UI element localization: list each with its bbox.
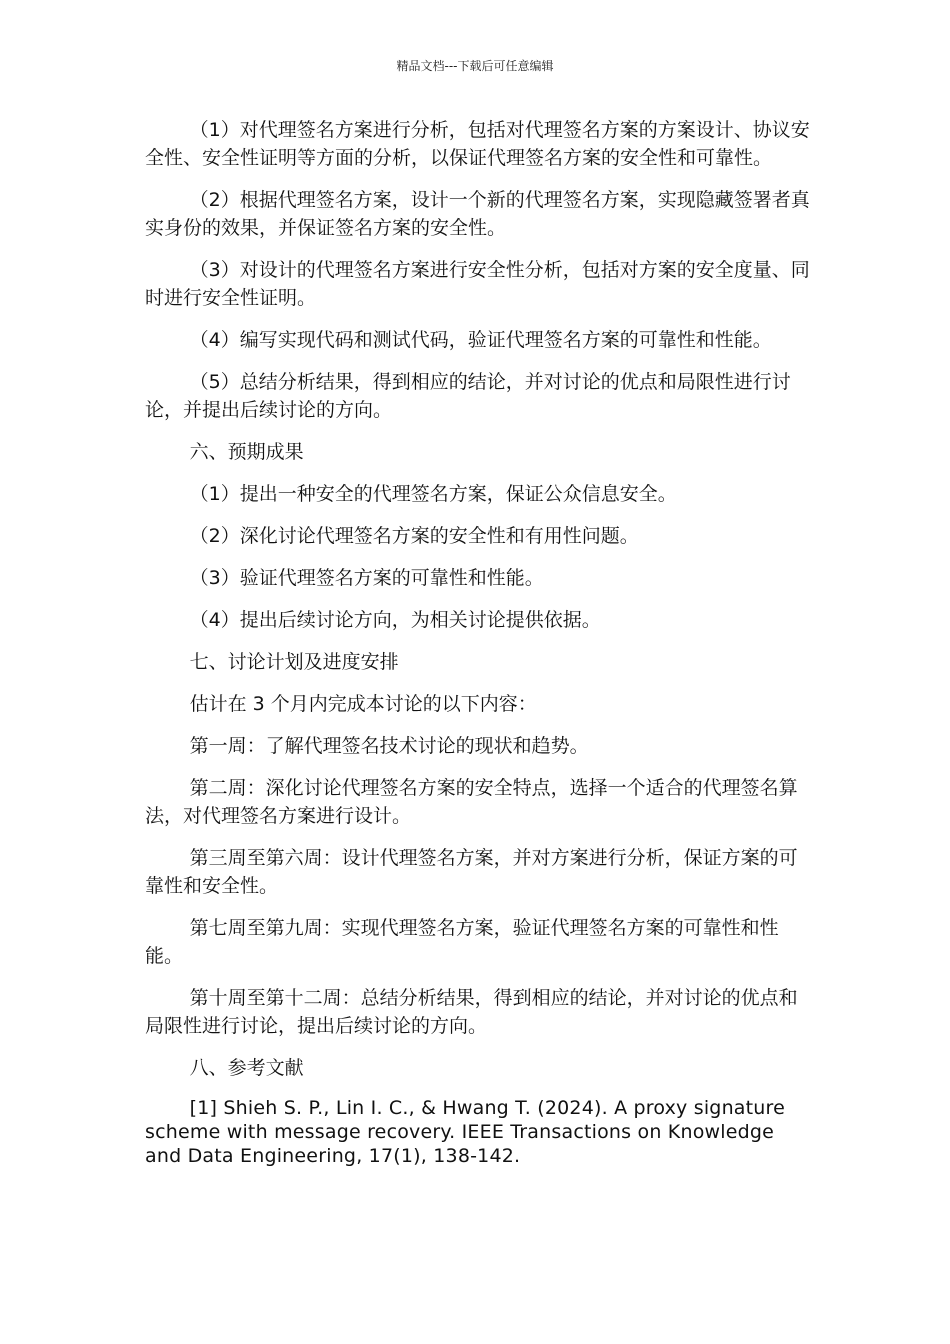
schedule-weeks-10-12: 第十周至第十二周：总结分析结果，得到相应的结论，并对讨论的优点和局限性进行讨论，提出后续讨论的方向。: [145, 987, 798, 1037]
schedule-intro: 估计在 3 个月内完成本讨论的以下内容：: [189, 693, 537, 715]
task-item-3: （3）对设计的代理签名方案进行安全性分析，包括对方案的安全度量、同时进行安全性证明。: [145, 259, 810, 309]
schedule-week-1: 第一周：了解代理签名技术讨论的现状和趋势。: [189, 735, 589, 757]
task-item-4: （4）编写实现代码和测试代码，验证代理签名方案的可靠性和性能。: [189, 329, 772, 351]
task-item-5: （5）总结分析结果，得到相应的结论，并对讨论的优点和局限性进行讨论，并提出后续讨论的方向。: [145, 371, 791, 421]
schedule-weeks-7-9: 第七周至第九周：实现代理签名方案，验证代理签名方案的可靠性和性能。: [145, 917, 779, 967]
section-heading-schedule: 七、讨论计划及进度安排: [189, 651, 399, 673]
section-heading-references: 八、参考文献: [189, 1057, 304, 1079]
schedule-week-2: 第二周：深化讨论代理签名方案的安全特点，选择一个适合的代理签名算法，对代理签名方案进行设计。: [145, 777, 798, 827]
expected-result-3: （3）验证代理签名方案的可靠性和性能。: [189, 567, 544, 589]
page-header: 精品文档---下载后可任意编辑: [396, 59, 554, 73]
reference-item-1: [1] Shieh S. P., Lin I. C., & Hwang T. (2024). A proxy signature scheme with message recovery. IEEE Transactions on Knowledge and Data Engineering, 17(1), 138-142.: [145, 1097, 786, 1167]
schedule-weeks-3-6: 第三周至第六周：设计代理签名方案，并对方案进行分析，保证方案的可靠性和安全性。: [145, 847, 798, 897]
expected-result-2: （2）深化讨论代理签名方案的安全性和有用性问题。: [189, 525, 639, 547]
task-item-1: （1）对代理签名方案进行分析，包括对代理签名方案的方案设计、协议安全性、安全性证明等方面的分析，以保证代理签名方案的安全性和可靠性。: [145, 119, 810, 169]
expected-result-4: （4）提出后续讨论方向，为相关讨论提供依据。: [189, 609, 601, 631]
task-item-2: （2）根据代理签名方案，设计一个新的代理签名方案，实现隐藏签署者真实身份的效果，并保证签名方案的安全性。: [145, 189, 810, 239]
expected-result-1: （1）提出一种安全的代理签名方案，保证公众信息安全。: [189, 483, 677, 505]
document-body: [145, 116, 815, 1168]
section-heading-expected-results: 六、预期成果: [189, 441, 304, 463]
